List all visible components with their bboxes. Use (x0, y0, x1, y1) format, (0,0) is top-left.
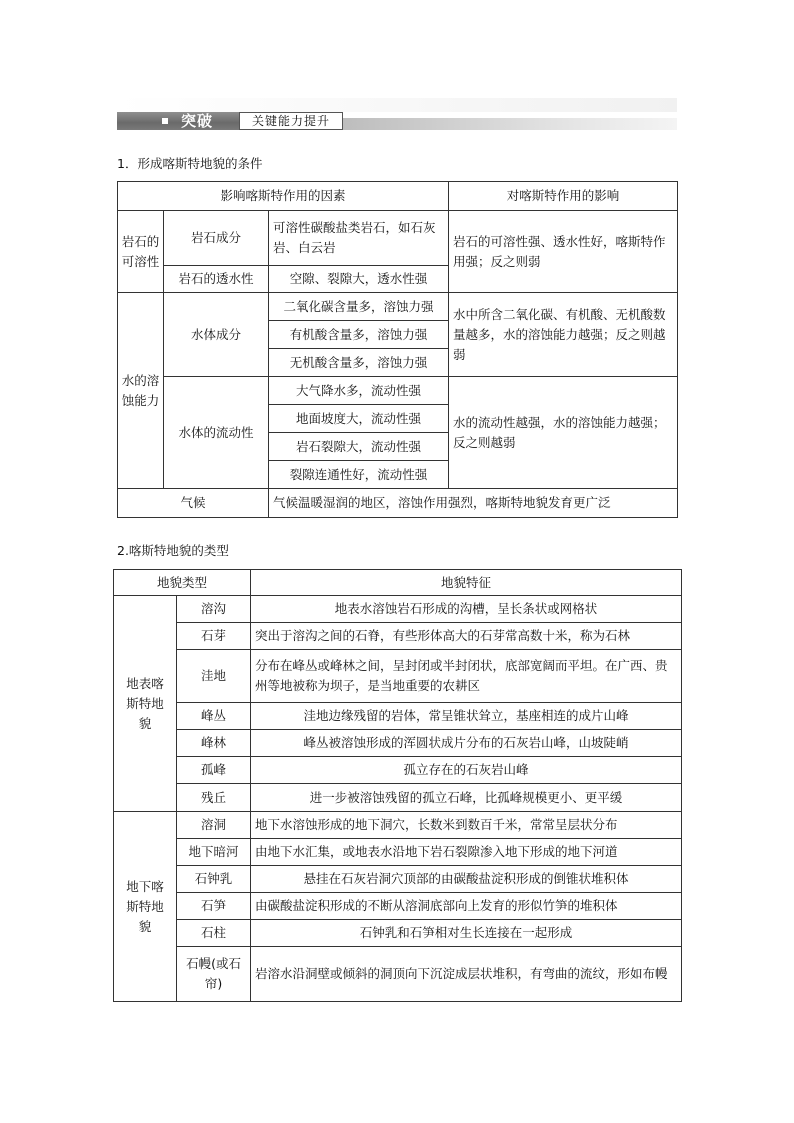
water-flow-detail: 裂隙连通性好，流动性强 (269, 461, 449, 489)
landform-desc: 进一步被溶蚀残留的孤立石峰，比孤峰规模更小、更平缓 (251, 784, 682, 812)
landform-name: 峰林 (177, 730, 251, 757)
table-row (114, 784, 682, 812)
water-flow-detail: 岩石裂隙大，流动性强 (269, 433, 449, 461)
water-composition-detail: 无机酸含量多，溶蚀力强 (269, 349, 449, 377)
water-flow-detail: 地面坡度大，流动性强 (269, 405, 449, 433)
landform-name: 石柱 (177, 920, 251, 947)
table-row (114, 812, 682, 839)
landform-name: 洼地 (177, 650, 251, 703)
water-composition-effect: 水中所含二氧化碳、有机酸、无机酸数量越多，水的溶蚀能力越强；反之则越弱 (449, 293, 678, 377)
table-row (114, 650, 682, 703)
table-header-row (114, 570, 682, 596)
climate-effect: 气候温暖湿润的地区，溶蚀作用强烈，喀斯特地貌发育更广泛 (269, 489, 678, 518)
landform-desc: 地表水溶蚀岩石形成的沟槽，呈长条状或网格状 (251, 596, 682, 623)
table-row (114, 893, 682, 920)
table-row (118, 211, 678, 266)
rock-composition-label: 岩石成分 (164, 211, 269, 266)
section2-heading: 2.喀斯特地貌的类型 (117, 543, 229, 558)
header-landform-features: 地貌特征 (251, 570, 682, 596)
underground-group-label: 地下喀斯特地貌 (114, 812, 177, 1002)
landform-desc: 洼地边缘残留的岩体，常呈锥状耸立，基座相连的成片山峰 (251, 703, 682, 730)
header-factors: 影响喀斯特作用的因素 (118, 182, 449, 211)
landform-name: 石芽 (177, 623, 251, 650)
table-header-row (118, 182, 678, 211)
landform-desc: 由地下水汇集，或地表水沿地下岩石裂隙渗入地下形成的地下河道 (251, 839, 682, 866)
landform-desc: 峰丛被溶蚀形成的浑圆状成片分布的石灰岩山峰，山坡陡峭 (251, 730, 682, 757)
landform-desc: 石钟乳和石笋相对生长连接在一起形成 (251, 920, 682, 947)
landform-name: 溶洞 (177, 812, 251, 839)
landform-name: 石笋 (177, 893, 251, 920)
banner-top-fade (117, 98, 677, 112)
landform-desc: 由碳酸盐淀积形成的不断从溶洞底部向上发育的形似竹笋的堆积体 (251, 893, 682, 920)
table-row (118, 377, 678, 405)
banner-title: 突破 (181, 112, 214, 130)
header-effects: 对喀斯特作用的影响 (449, 182, 678, 211)
karst-conditions-table (117, 181, 678, 518)
landform-name: 峰丛 (177, 703, 251, 730)
square-bullet-icon (162, 118, 168, 124)
table-row (114, 703, 682, 730)
banner-tag: 关键能力提升 (239, 112, 343, 130)
water-composition-detail: 有机酸含量多，溶蚀力强 (269, 321, 449, 349)
section1-heading: 1．形成喀斯特地貌的条件 (117, 156, 263, 171)
table-row (114, 920, 682, 947)
landform-desc: 分布在峰丛或峰林之间，呈封闭或半封闭状，底部宽阔而平坦。在广西、贵州等地被称为坝子，是当地重要的农耕区 (251, 650, 682, 703)
landform-name: 地下暗河 (177, 839, 251, 866)
table-row (118, 489, 678, 518)
table-row (114, 623, 682, 650)
landform-desc: 地下水溶蚀形成的地下洞穴，长数米到数百千米，常常呈层状分布 (251, 812, 682, 839)
surface-group-label: 地表喀斯特地貌 (114, 596, 177, 812)
table-row (114, 730, 682, 757)
table-row (118, 293, 678, 321)
section-banner (117, 112, 677, 132)
water-composition-label: 水体成分 (164, 293, 269, 377)
header-landform-type: 地貌类型 (114, 570, 251, 596)
landform-name: 残丘 (177, 784, 251, 812)
landform-desc: 悬挂在石灰岩洞穴顶部的由碳酸盐淀积形成的倒锥状堆积体 (251, 866, 682, 893)
landform-name: 石钟乳 (177, 866, 251, 893)
table-row (114, 757, 682, 784)
landform-desc: 孤立存在的石灰岩山峰 (251, 757, 682, 784)
climate-label: 气候 (118, 489, 269, 518)
landform-name: 溶沟 (177, 596, 251, 623)
landform-name: 石幔(或石帘) (177, 947, 251, 1002)
karst-types-table (113, 569, 682, 1002)
landform-name: 孤峰 (177, 757, 251, 784)
table-row (114, 947, 682, 1002)
water-flow-effect: 水的流动性越强，水的溶蚀能力越强；反之则越弱 (449, 377, 678, 489)
table-row (114, 596, 682, 623)
landform-desc: 突出于溶沟之间的石脊，有些形体高大的石芽常高数十米，称为石林 (251, 623, 682, 650)
banner-fade-bar (343, 118, 677, 130)
table-row (114, 839, 682, 866)
banner-dark-bar (117, 112, 239, 130)
rock-effect: 岩石的可溶性强、透水性好，喀斯特作用强；反之则弱 (449, 211, 678, 293)
water-flow-detail: 大气降水多，流动性强 (269, 377, 449, 405)
water-flow-label: 水体的流动性 (164, 377, 269, 489)
rock-permeability-detail: 空隙、裂隙大，透水性强 (269, 266, 449, 293)
table-row (114, 866, 682, 893)
rock-permeability-label: 岩石的透水性 (164, 266, 269, 293)
water-composition-detail: 二氧化碳含量多，溶蚀力强 (269, 293, 449, 321)
water-group-label: 水的溶蚀能力 (118, 293, 164, 489)
rock-composition-detail: 可溶性碳酸盐类岩石，如石灰岩、白云岩 (269, 211, 449, 266)
landform-desc: 岩溶水沿洞壁或倾斜的洞顶向下沉淀成层状堆积，有弯曲的流纹，形如布幔 (251, 947, 682, 1002)
rock-group-label: 岩石的可溶性 (118, 211, 164, 293)
